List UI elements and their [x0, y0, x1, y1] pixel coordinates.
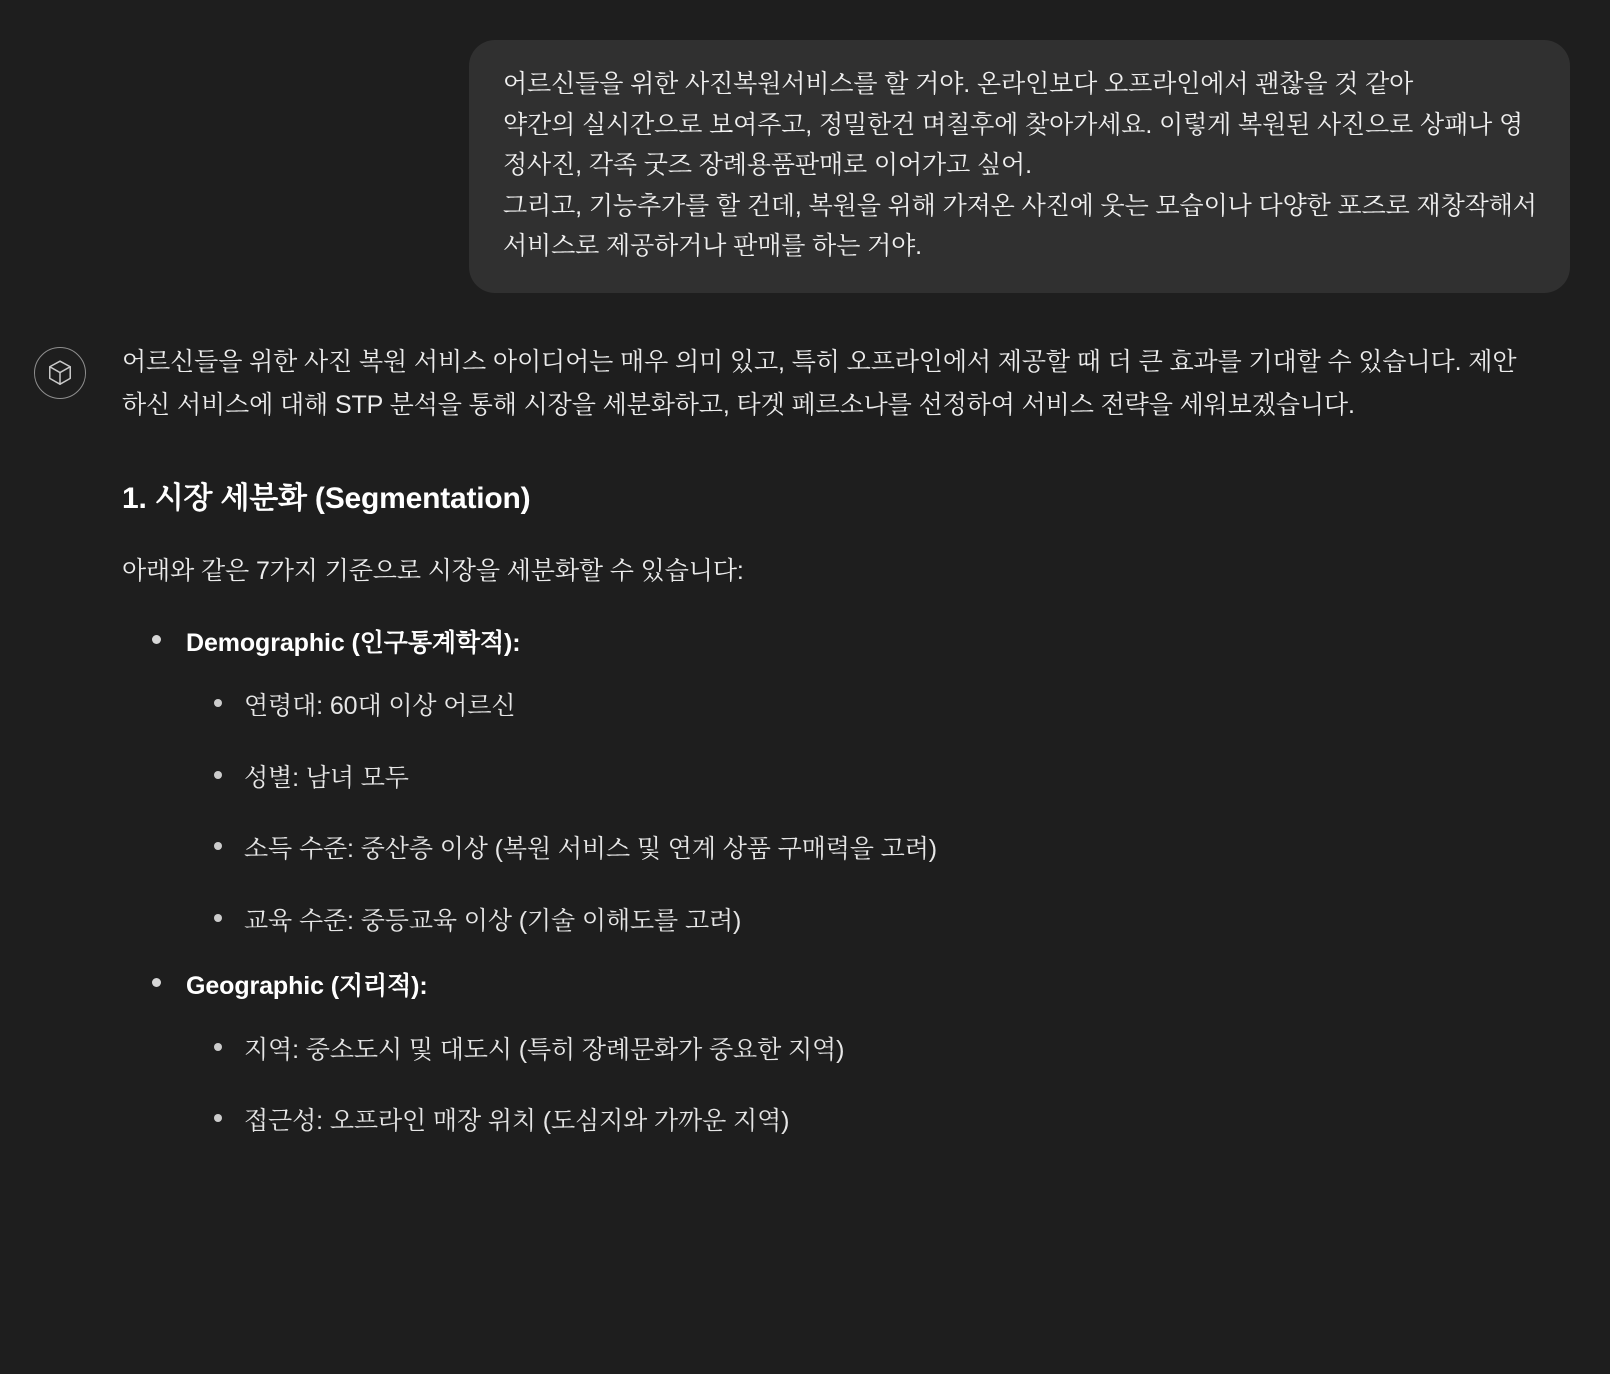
- sub-item-row: [214, 903, 1522, 941]
- list-item: [152, 968, 1522, 1141]
- user-message-line: 그리고, 기능추가를 할 건데, 복원을 위해 가져온 사진에 웃는 모습이나 다양한 포즈로 재창작해서 서비스로 제공하거나 판매를 하는 거야.: [503, 191, 1537, 260]
- group-label-row: [152, 625, 1522, 663]
- user-message-line: 어르신들을 위한 사진복원서비스를 할 거야. 온라인보다 오프라인에서 괜찮을 것 같아: [503, 70, 1414, 98]
- bullet-dot-icon: [214, 1114, 222, 1122]
- bullet-dot-icon: [152, 978, 161, 987]
- group-label: Demographic (인구통계학적):: [186, 628, 521, 657]
- user-message-row: [0, 0, 1610, 293]
- sub-item-row: [214, 831, 1522, 869]
- sub-item-text: 연령대: 60대 이상 어르신: [244, 692, 516, 720]
- sub-list: [152, 688, 1522, 940]
- assistant-message-row: [0, 293, 1610, 1169]
- section-heading-segmentation: 1. 시장 세분화 (Segmentation): [122, 481, 531, 515]
- list-item: [214, 760, 1522, 798]
- sub-item-text: 지역: 중소도시 및 대도시 (특히 장례문화가 중요한 지역): [244, 1035, 845, 1064]
- bullet-dot-icon: [214, 842, 222, 850]
- sub-item-row: [214, 1103, 1522, 1141]
- group-label-row: [152, 968, 1522, 1006]
- sub-item-text: 성별: 남녀 모두: [244, 763, 409, 792]
- bullet-dot-icon: [214, 771, 222, 779]
- bullet-dot-icon: [152, 635, 161, 644]
- group-label: Geographic (지리적):: [186, 972, 428, 1000]
- sub-item-row: [214, 1032, 1522, 1070]
- sub-item-row: [214, 688, 1522, 726]
- cube-outline-icon: [34, 347, 86, 399]
- list-item: [214, 831, 1522, 869]
- sub-item-text: 소득 수준: 중산층 이상 (복원 서비스 및 연계 상품 구매력을 고려): [244, 835, 938, 863]
- list-item: [214, 1103, 1522, 1141]
- bullet-dot-icon: [214, 914, 222, 922]
- list-item: [152, 625, 1522, 941]
- bullet-dot-icon: [214, 699, 222, 707]
- sub-list: [152, 1032, 1522, 1141]
- assistant-answer: [122, 341, 1522, 1169]
- segmentation-lead-text: 아래와 같은 7가지 기준으로 시장을 세분화할 수 있습니다:: [122, 556, 744, 585]
- segmentation-list: [122, 625, 1522, 1141]
- user-message-line: 약간의 실시간으로 보여주고, 정밀한건 며칠후에 찾아가세요. 이렇게 복원된 사진으로 상패나 영정사진, 각족 굿즈 장례용품판매로 이어가고 싶어.: [503, 110, 1524, 179]
- user-message-bubble: [469, 40, 1570, 293]
- list-item: [214, 903, 1522, 941]
- assistant-intro-paragraph: 어르신들을 위한 사진 복원 서비스 아이디어는 매우 의미 있고, 특히 오프라인에서 제공할 때 더 큰 효과를 기대할 수 있습니다. 제안하신 서비스에 대해 STP 분석을 통해 시장을 세분화하고, 타겟 페르소나를 선정하여 서비스 전략을 세워보겠습니다.: [122, 347, 1517, 419]
- bullet-dot-icon: [214, 1043, 222, 1051]
- list-item: [214, 688, 1522, 726]
- list-item: [214, 1032, 1522, 1070]
- sub-item-text: 교육 수준: 중등교육 이상 (기술 이해도를 고려): [244, 906, 742, 935]
- sub-item-row: [214, 760, 1522, 798]
- sub-item-text: 접근성: 오프라인 매장 위치 (도심지와 가까운 지역): [244, 1107, 790, 1135]
